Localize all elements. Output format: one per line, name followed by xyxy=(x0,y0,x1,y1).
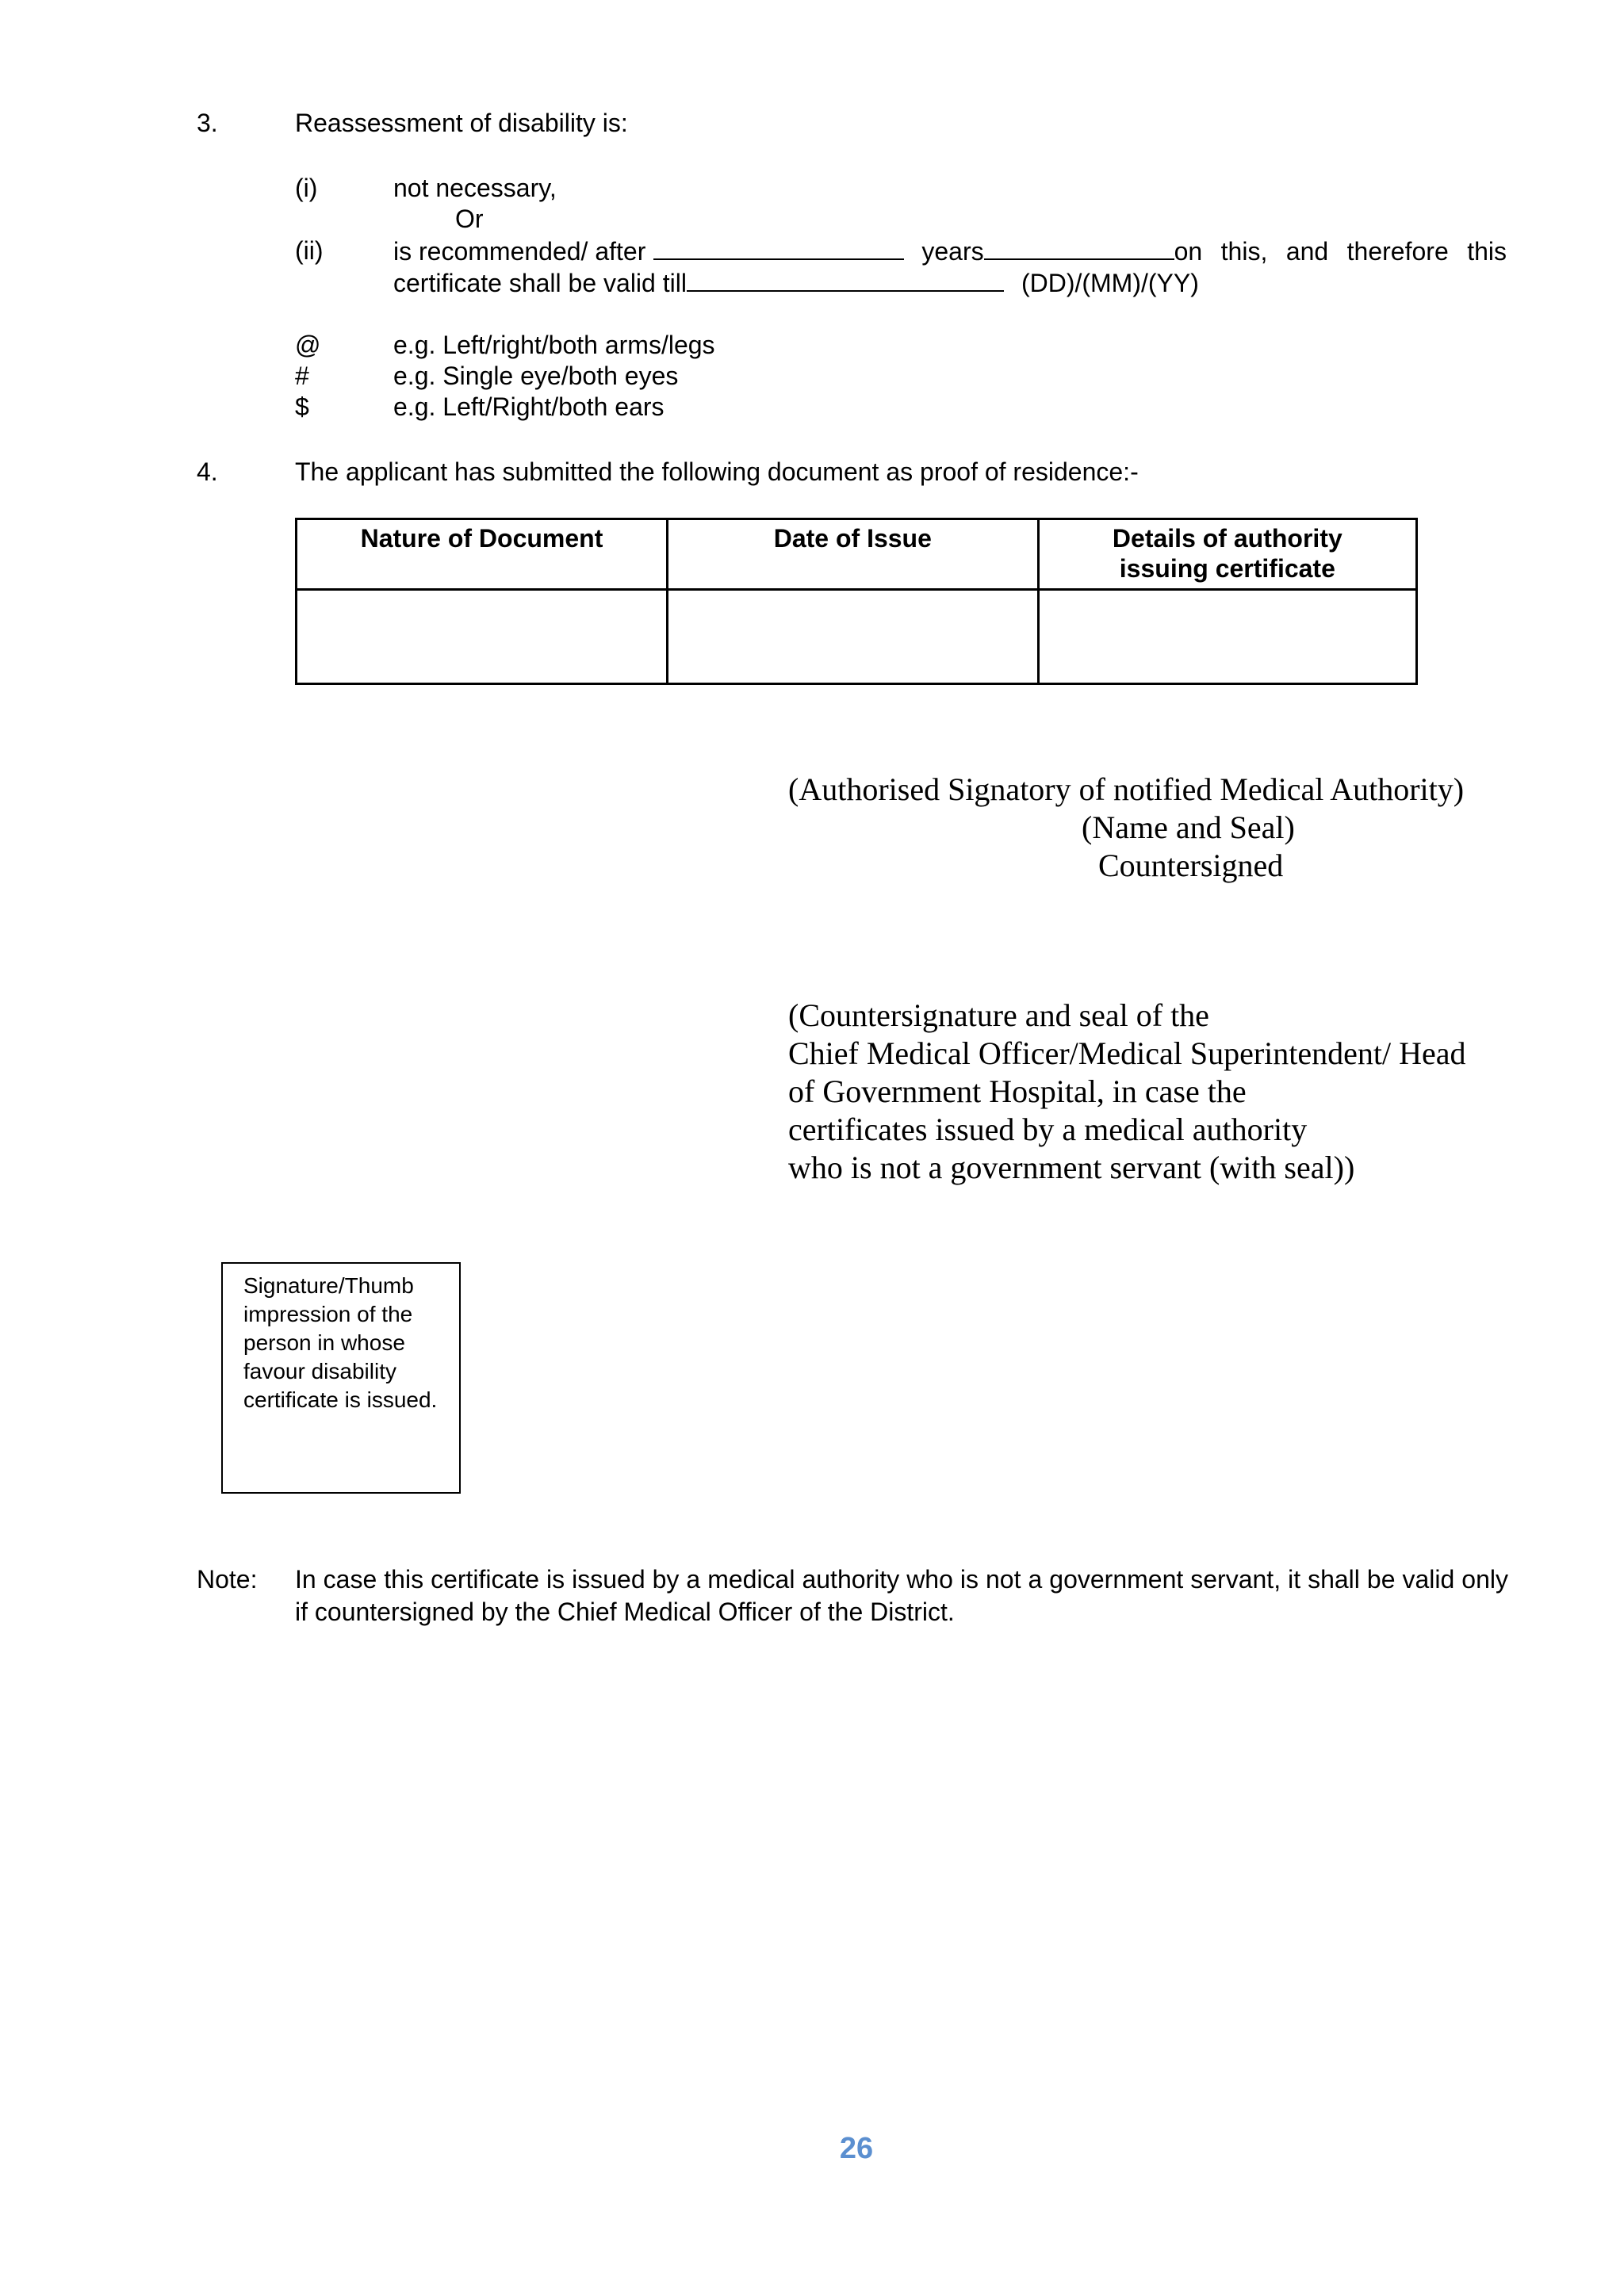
section-3-title: Reassessment of disability is: xyxy=(295,109,628,137)
or-text: Or xyxy=(455,205,484,233)
signatory-line-2: (Name and Seal) xyxy=(1082,809,1295,845)
option-i-text: not necessary, xyxy=(393,174,557,202)
header-nature-of-document: Nature of Document xyxy=(297,519,668,590)
cell-date-of-issue[interactable] xyxy=(667,590,1038,684)
signature-thumb-box[interactable] xyxy=(221,1262,461,1494)
cell-nature-of-document[interactable] xyxy=(297,590,668,684)
table-header-row xyxy=(297,519,1417,590)
countersignature-line-3: of Government Hospital, in case the xyxy=(788,1073,1247,1109)
countersignature-line-5: who is not a government servant (with seal)) xyxy=(788,1150,1355,1185)
footnote-symbol-hash: # xyxy=(295,362,309,390)
table-row xyxy=(297,590,1417,684)
cell-details-of-authority[interactable] xyxy=(1038,590,1416,684)
footnote-text-hash: e.g. Single eye/both eyes xyxy=(393,362,679,390)
years-blank-field[interactable] xyxy=(653,235,904,260)
note-label: Note: xyxy=(197,1565,258,1594)
header-details-of-authority: Details of authority issuing certificate xyxy=(1038,519,1416,590)
footnote-text-dollar: e.g. Left/Right/both ears xyxy=(393,392,665,421)
option-ii-text-part2: years xyxy=(921,237,984,266)
footnote-symbol-at: @ xyxy=(295,331,321,359)
section-4-text: The applicant has submitted the following document as proof of residence:- xyxy=(295,457,1139,486)
on-blank-field[interactable] xyxy=(984,235,1174,260)
option-i-label: (i) xyxy=(295,174,318,202)
footnote-text-at: e.g. Left/right/both arms/legs xyxy=(393,331,715,359)
page-number: 26 xyxy=(839,2132,874,2165)
option-ii-text-part3: on this, and therefore this xyxy=(1174,237,1507,266)
countersigned-label: Countersigned xyxy=(1098,848,1284,883)
signature-box-text: Signature/Thumb impression of the person in whose favour disability certificate is issued. xyxy=(243,1273,438,1412)
option-ii-line-2 xyxy=(393,266,1199,299)
residence-proof-table xyxy=(295,518,1418,685)
countersignature-line-2: Chief Medical Officer/Medical Superintendent/ Head xyxy=(788,1035,1466,1071)
signatory-line-1: (Authorised Signatory of notified Medical Authority) xyxy=(788,771,1465,807)
section-4-number: 4. xyxy=(197,457,218,486)
countersignature-line-1: (Countersignature and seal of the xyxy=(788,997,1209,1033)
option-ii-label: (ii) xyxy=(295,236,324,265)
note-text: In case this certificate is issued by a medical authority who is not a government servant, it shall be valid only if countersigned by the Chief Medical Officer of the District. xyxy=(295,1565,1508,1626)
option-ii-line-1 xyxy=(393,235,1507,267)
date-format-text: (DD)/(MM)/(YY) xyxy=(1021,269,1199,297)
option-ii-line2-part1: certificate shall be valid till xyxy=(393,269,687,297)
header-date-of-issue: Date of Issue xyxy=(667,519,1038,590)
footnote-symbol-dollar: $ xyxy=(295,392,309,421)
valid-till-blank-field[interactable] xyxy=(687,266,1004,292)
option-ii-text-part1: is recommended/ after xyxy=(393,237,646,266)
countersignature-line-4: certificates issued by a medical authority xyxy=(788,1112,1308,1147)
section-3-number: 3. xyxy=(197,109,218,137)
